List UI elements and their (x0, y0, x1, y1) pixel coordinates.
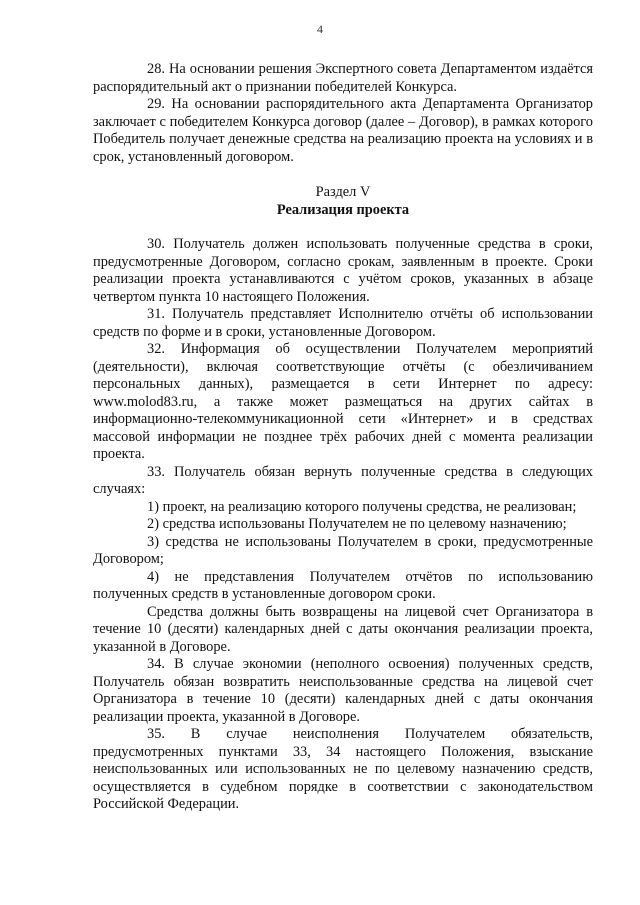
list-item-4: 4) не представления Получателем отчётов по использованию полученных средств в установленные договором сроки. (93, 568, 593, 602)
section-number: Раздел V (315, 184, 371, 200)
paragraph-35: 35. В случае неисполнения Получателем обязательств, предусмотренных пунктами 33, 34 настоящего Положения, взыскание неиспользованных или использованных не по целевому назначению средств, осуществляется в судебном порядке в соответствии с законодательством Российской Федерации. (93, 726, 593, 812)
list-item-1: 1) проект, на реализацию которого получены средства, не реализован; (147, 498, 577, 515)
list-item-2: 2) средства использованы Получателем не по целевому назначению; (147, 516, 567, 532)
refund-paragraph: Средства должны быть возвращены на лицевой счет Организатора в течение 10 (десяти) календарных дней с даты окончания реализации проекта, указанной в Договоре. (93, 603, 593, 655)
paragraph-31: 31. Получатель представляет Исполнителю отчёты об использовании средств по форме и в сроки, установленные Договором. (93, 306, 593, 340)
paragraph-34: 34. В случае экономии (неполного освоения) полученных средств, Получатель обязан возвратить неиспользованные средства на лицевой счет Организатора в течение 10 (десяти) календарных дней с даты окончания реализации проекта, указанной в Договоре. (93, 656, 593, 725)
section-title: Реализация проекта (276, 201, 410, 218)
paragraph-30: 30. Получатель должен использовать полученные средства в сроки, предусмотренные Договором, согласно срокам, заявленным в проекте. Сроки реализации проекта устанавливаются с учётом сроков, указанных в абзаце четвертом пункта 10 настоящего Положения. (93, 236, 593, 305)
paragraph-29: 29. На основании распорядительного акта Департамента Организатор заключает с победителем Конкурса договор (далее – Договор), в рамках которого Победитель получает денежные средства на реализацию проекта на условиях и в срок, установленный договором. (93, 96, 593, 165)
page-number: 4 (317, 22, 323, 36)
paragraph-28: 28. На основании решения Экспертного совета Департаментом издаётся распорядительный акт о признании победителей Конкурса. (93, 61, 593, 95)
document-body (93, 61, 593, 814)
paragraph-33: 33. Получатель обязан вернуть полученные средства в следующих случаях: (93, 463, 593, 497)
list-item-3: 3) средства не использованы Получателем в сроки, предусмотренные Договором; (93, 533, 593, 567)
paragraph-32: 32. Информация об осуществлении Получателем мероприятий (деятельности), включая соответствующие отчёты (с обезличиванием персональных данных), размещается в сети Интернет по адресу: www.molod83.ru, а также может размещаться на других сайтах в информационно-телекоммуникационной сети «Интернет» и в средствах массовой информации не позднее трёх рабочих дней с момента реализации проекта. (93, 341, 593, 462)
